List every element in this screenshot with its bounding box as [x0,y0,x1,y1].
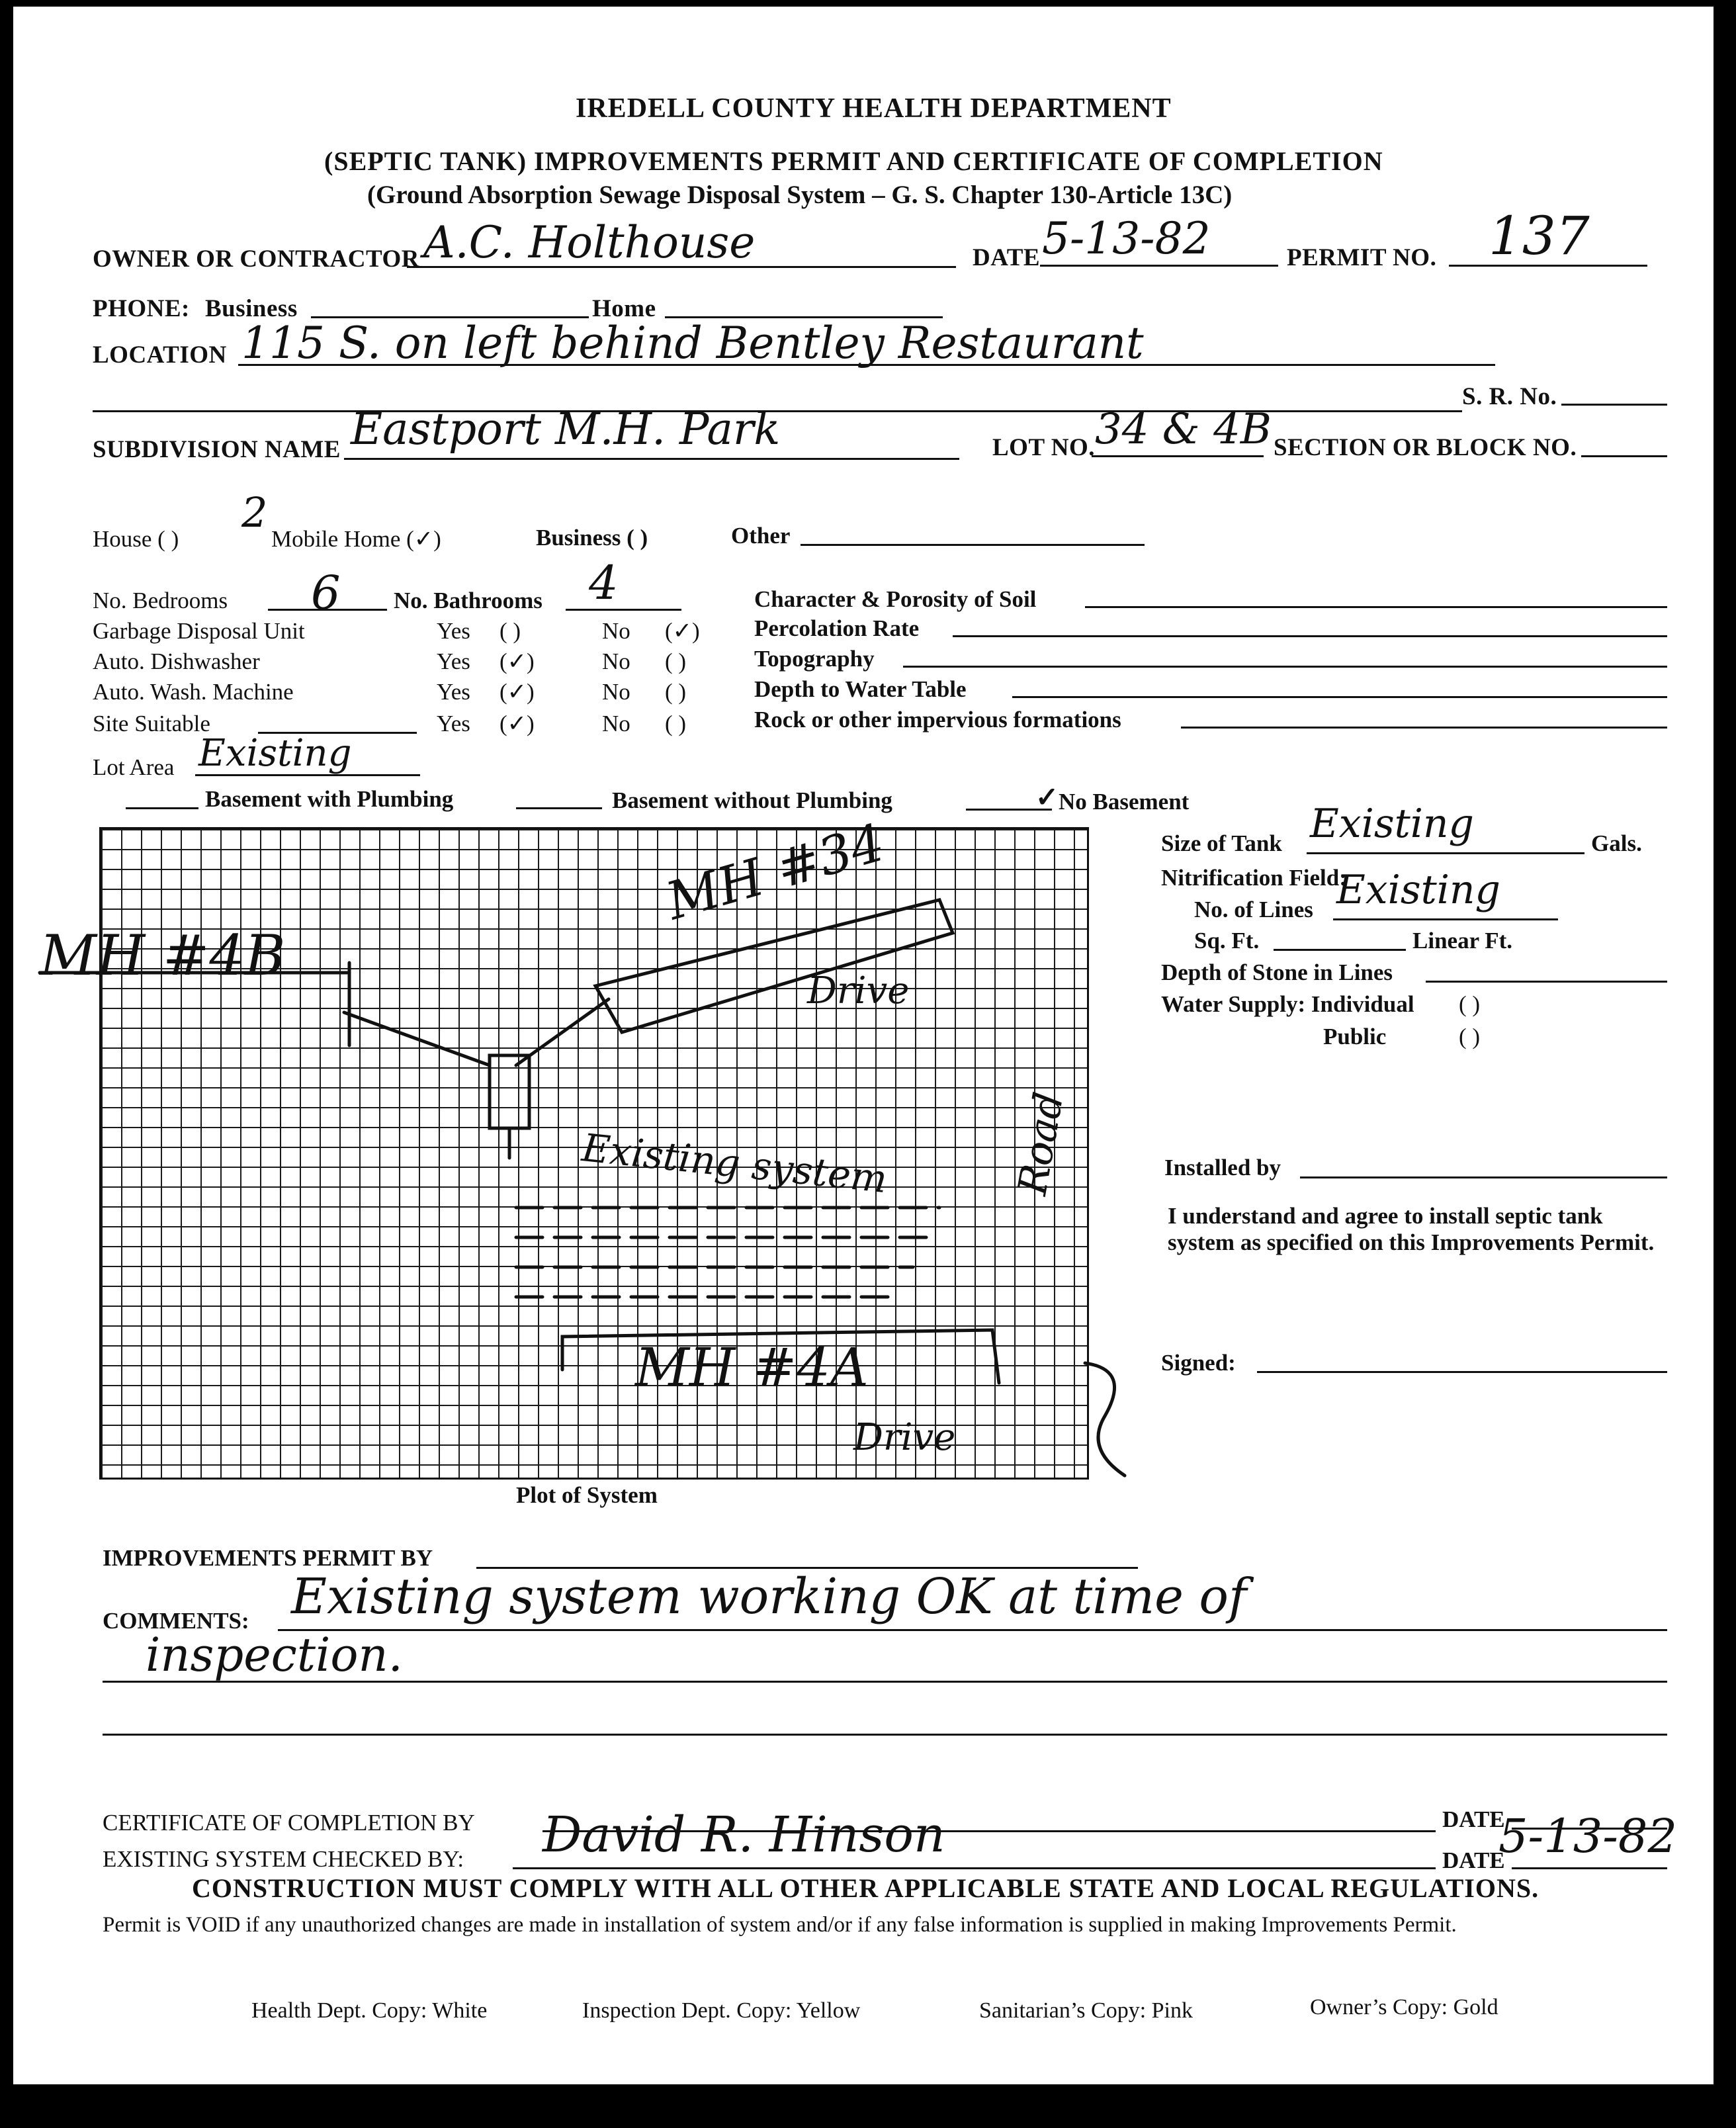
dishwasher-no-label: No [602,648,630,674]
section-label: SECTION OR BLOCK NO. [1274,434,1577,461]
garbage-yes-box[interactable]: ( ) [499,618,521,644]
site-yes-label: Yes [437,711,470,736]
sqft-line [1274,949,1406,951]
mobile-home-mark: 2 [241,488,268,537]
date-line [1040,265,1278,267]
no-basement-mark: ✓ [1035,783,1059,813]
comments-label: COMMENTS: [103,1608,249,1634]
comply-text: CONSTRUCTION MUST COMPLY WITH ALL OTHER APPLICABLE STATE AND LOCAL REGULATIONS. [192,1873,1540,1903]
mh34-label: MH #34 [660,813,891,932]
installed-by-label: Installed by [1164,1155,1281,1180]
business-option[interactable]: Business ( ) [536,525,648,551]
site-no-box[interactable]: ( ) [665,711,687,736]
water-individual-label: Water Supply: Individual [1161,991,1414,1017]
phone-home-label: Home [592,295,656,322]
soil-porosity-line [1085,606,1667,608]
tank-size-label: Size of Tank [1161,830,1282,856]
water-public-box[interactable]: ( ) [1459,1024,1481,1049]
percolation-label: Percolation Rate [754,615,920,641]
form-title: (SEPTIC TANK) IMPROVEMENTS PERMIT AND CERTIFICATE OF COMPLETION [324,146,1383,176]
nitrification-label: Nitrification Field: [1161,865,1347,891]
bathrooms-value[interactable]: 4 [589,556,619,610]
checked-date-line [1512,1867,1667,1869]
water-table-line [1012,696,1667,698]
gals-label: Gals. [1591,830,1642,856]
mh34-outline [595,900,953,1032]
site-label: Site Suitable [93,711,210,736]
form-subtitle: (Ground Absorption Sewage Disposal System – G. S. Chapter 130-Article 13C) [367,181,1233,209]
existing-system-label: Existing system [580,1125,890,1202]
wash-yes-box[interactable]: (✓) [499,679,535,705]
lot-no-label: LOT NO. [992,434,1095,461]
drive-label-2: Drive [853,1416,956,1459]
bathrooms-line [566,609,681,611]
mh4b-label: MH #4B [40,923,286,988]
topography-label: Topography [754,646,875,672]
dishwasher-label: Auto. Dishwasher [93,648,260,674]
water-public-label: Public [1323,1024,1387,1049]
basement-with-label: Basement with Plumbing [205,786,454,812]
road-label: Road [1009,1088,1073,1199]
wash-label: Auto. Wash. Machine [93,679,294,705]
bathrooms-label: No. Bathrooms [394,588,542,613]
stone-line [1426,981,1667,983]
subdivision-label: SUBDIVISION NAME [93,436,341,463]
lot-no-value[interactable]: 34 & 4B [1095,405,1272,454]
site-yes-box[interactable]: (✓) [499,711,535,736]
lines-line [1333,918,1558,920]
checked-label: EXISTING SYSTEM CHECKED BY: [103,1846,464,1872]
date-value[interactable]: 5-13-82 [1042,213,1211,264]
lot-no-line [1092,455,1264,457]
checked-signature: David R. Hinson [542,1806,945,1863]
bedrooms-value[interactable]: 6 [311,566,341,620]
sr-no-line [1561,404,1667,406]
phone-business-label: Business [205,295,298,322]
signed-line [1257,1371,1667,1373]
void-note: Permit is VOID if any unauthorized changes are made in installation of system and/or if any false information is supplied in making Improvements Permit. [103,1913,1457,1937]
bedrooms-label: No. Bedrooms [93,588,228,613]
department-title: IREDELL COUNTY HEALTH DEPARTMENT [576,93,1172,124]
lines-value[interactable]: Existing [1336,867,1500,913]
no-basement-label: No Basement [1059,789,1190,815]
other-label: Other [731,523,791,549]
comments-line1[interactable]: Existing system working OK at time of [291,1568,1247,1625]
garbage-yes-label: Yes [437,618,470,644]
rock-label: Rock or other impervious formations [754,707,1121,732]
comments-line-1 [278,1629,1667,1631]
water-table-label: Depth to Water Table [754,676,967,702]
garbage-label: Garbage Disposal Unit [93,618,305,644]
wash-no-box[interactable]: ( ) [665,679,687,705]
checked-date-value[interactable]: 5-13-82 [1498,1809,1677,1863]
copy-health: Health Dept. Copy: White [251,1998,488,2023]
dishwasher-no-box[interactable]: ( ) [665,648,687,674]
installed-by-line [1300,1176,1667,1178]
dishwasher-yes-label: Yes [437,648,470,674]
soil-porosity-label: Character & Porosity of Soil [754,586,1037,612]
certificate-label: CERTIFICATE OF COMPLETION BY [103,1810,475,1836]
lot-area-label: Lot Area [93,754,175,780]
owner-value[interactable]: A.C. Holthouse [423,217,756,268]
section-line [1581,455,1667,457]
copy-owner: Owner’s Copy: Gold [1310,1995,1498,2019]
permit-no-value[interactable]: 137 [1489,205,1590,267]
mh4a-label: MH #4A [635,1337,869,1398]
comments-line-3 [103,1734,1667,1736]
wash-no-label: No [602,679,630,705]
stone-label: Depth of Stone in Lines [1161,959,1393,985]
tank-size-value[interactable]: Existing [1310,801,1474,847]
comments-line2[interactable]: inspection. [146,1628,403,1682]
subdivision-value[interactable]: Eastport M.H. Park [351,404,781,455]
permit-no-label: PERMIT NO. [1287,244,1437,271]
basement-without-label: Basement without Plumbing [612,787,892,813]
garbage-no-box[interactable]: (✓) [665,618,700,644]
linear-label: Linear Ft. [1412,928,1513,953]
house-option[interactable]: House ( ) [93,526,179,552]
drive-label-1: Drive [807,969,910,1012]
permit-by-label: IMPROVEMENTS PERMIT BY [103,1545,433,1571]
sr-no-label: S. R. No. [1462,383,1557,410]
sewer-line-4b [344,1012,490,1065]
location-label: LOCATION [93,341,227,369]
copy-sanitarian: Sanitarian’s Copy: Pink [979,1998,1193,2023]
location-value[interactable]: 115 S. on left behind Bentley Restaurant [241,318,1144,369]
septic-tank [490,1055,529,1128]
rock-line [1181,727,1667,729]
road-edge [1085,1363,1125,1476]
copy-inspection: Inspection Dept. Copy: Yellow [582,1998,861,2023]
water-individual-box[interactable]: ( ) [1459,991,1481,1017]
date-label: DATE [973,244,1041,271]
signed-label: Signed: [1161,1350,1236,1376]
subdivision-line [344,458,959,460]
dishwasher-yes-box[interactable]: (✓) [499,648,535,674]
checked-date-label: DATE [1442,1847,1505,1873]
other-line [801,544,1145,546]
phone-label: PHONE: [93,295,190,322]
garbage-no-label: No [602,618,630,644]
percolation-line [953,635,1667,637]
agreement-text: I understand and agree to install septic tank system as specified on this Improvements Permit. [1168,1203,1655,1255]
site-no-label: No [602,711,630,736]
plot-caption: Plot of System [516,1482,658,1508]
tank-size-line [1307,852,1584,854]
mobile-home-option[interactable]: Mobile Home (✓) [271,526,441,552]
owner-label: OWNER OR CONTRACTOR [93,245,419,273]
topography-line [903,666,1667,668]
certificate-date-label: DATE [1442,1806,1505,1832]
lines-label: No. of Lines [1194,897,1313,922]
sqft-label: Sq. Ft. [1194,928,1260,953]
permit-form [13,7,1714,2084]
wash-yes-label: Yes [437,679,470,705]
checked-line [513,1867,1436,1869]
lot-area-value[interactable]: Existing [198,732,352,775]
